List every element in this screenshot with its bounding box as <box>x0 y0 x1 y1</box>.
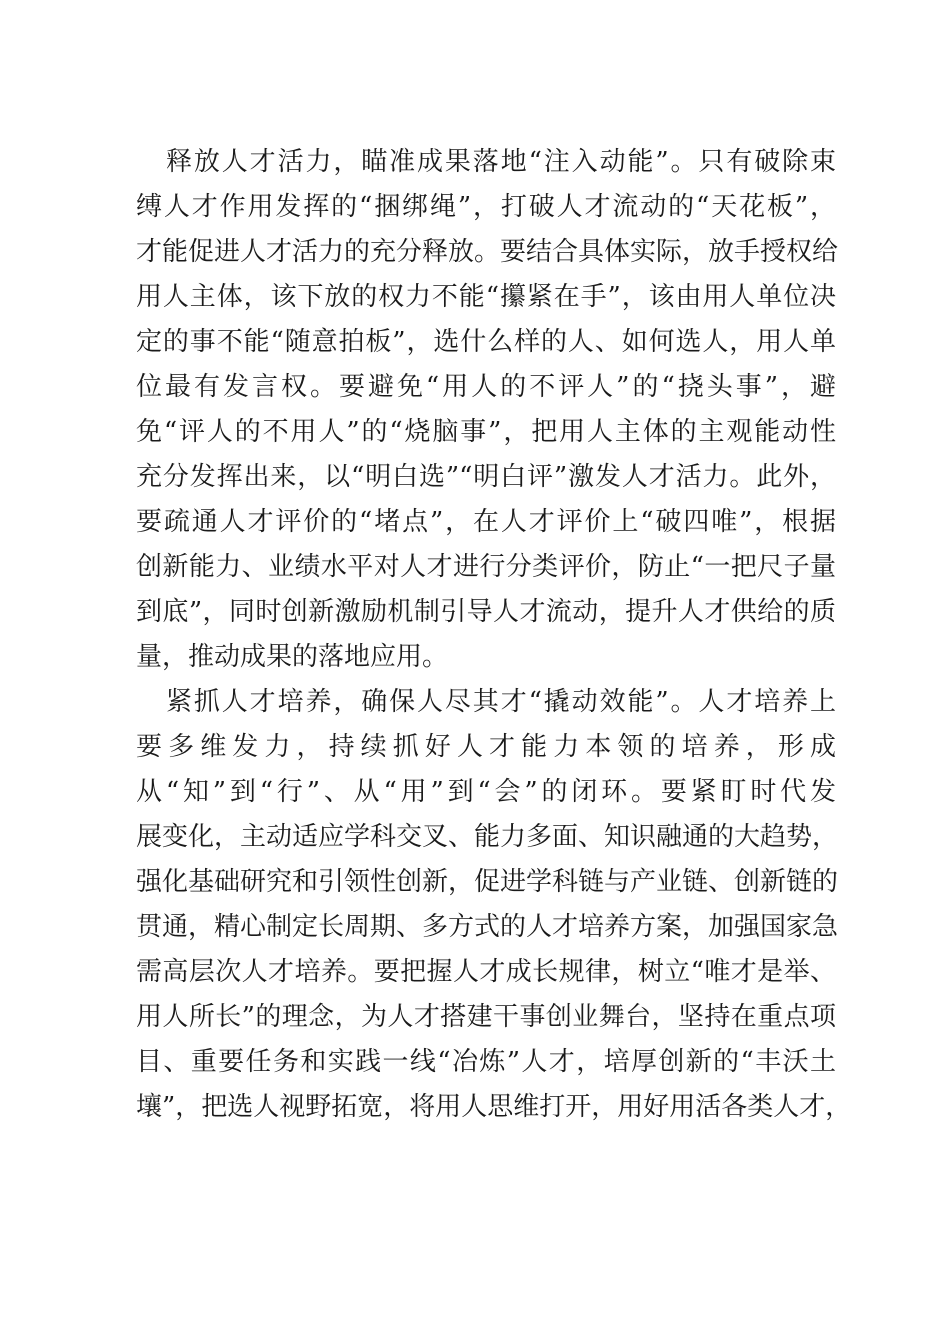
text-line: 目、重要任务和实践一线“冶炼”人才，培厚创新的“丰沃土 <box>136 1047 836 1077</box>
text-line: 定的事不能“随意拍板”，选什么样的人、如何选人，用人单 <box>136 327 836 357</box>
text-line: 缚人才作用发挥的“捆绑绳”，打破人才流动的“天花板”， <box>136 192 836 222</box>
text-line: 需高层次人才培养。要把握人才成长规律，树立“唯才是举、 <box>136 957 836 987</box>
document-body <box>136 140 852 1130</box>
text-line: 紧抓人才培养，确保人尽其才“撬动效能”。人才培养上 <box>166 687 836 717</box>
text-line: 才能促进人才活力的充分释放。要结合具体实际，放手授权给 <box>136 237 839 267</box>
text-line: 充分发挥出来，以“明白选”“明白评”激发人才活力。此外， <box>136 462 836 492</box>
text-line: 位最有发言权。要避免“用人的不评人”的“挠头事”，避 <box>136 372 836 402</box>
text-line: 量，推动成果的落地应用。 <box>136 642 449 672</box>
text-line: 要多维发力，持续抓好人才能力本领的培养，形成 <box>136 732 836 762</box>
text-line: 用人所长”的理念，为人才搭建干事创业舞台，坚持在重点项 <box>136 1002 836 1032</box>
text-line: 壤”，把选人视野拓宽，将用人思维打开，用好用活各类人才， <box>136 1092 852 1122</box>
text-line: 释放人才活力，瞄准成果落地“注入动能”。只有破除束 <box>166 147 836 177</box>
text-line: 免“评人的不用人”的“烧脑事”，把用人主体的主观能动性 <box>136 417 836 447</box>
text-line: 展变化，主动适应学科交叉、能力多面、知识融通的大趋势， <box>136 822 839 852</box>
paragraph-talent-vitality <box>136 140 839 680</box>
text-line: 从“知”到“行”、从“用”到“会”的闭环。要紧盯时代发 <box>136 777 836 807</box>
text-line: 用人主体，该下放的权力不能“攥紧在手”，该由用人单位决 <box>136 282 836 312</box>
text-line: 贯通，精心制定长周期、多方式的人才培养方案，加强国家急 <box>136 912 839 942</box>
text-line: 要疏通人才评价的“堵点”，在人才评价上“破四唯”，根据 <box>136 507 836 537</box>
text-line: 到底”，同时创新激励机制引导人才流动，提升人才供给的质 <box>136 597 836 627</box>
paragraph-talent-cultivation <box>136 680 852 1130</box>
text-line: 创新能力、业绩水平对人才进行分类评价，防止“一把尺子量 <box>136 552 836 582</box>
text-line: 强化基础研究和引领性创新，促进学科链与产业链、创新链的 <box>136 867 839 897</box>
